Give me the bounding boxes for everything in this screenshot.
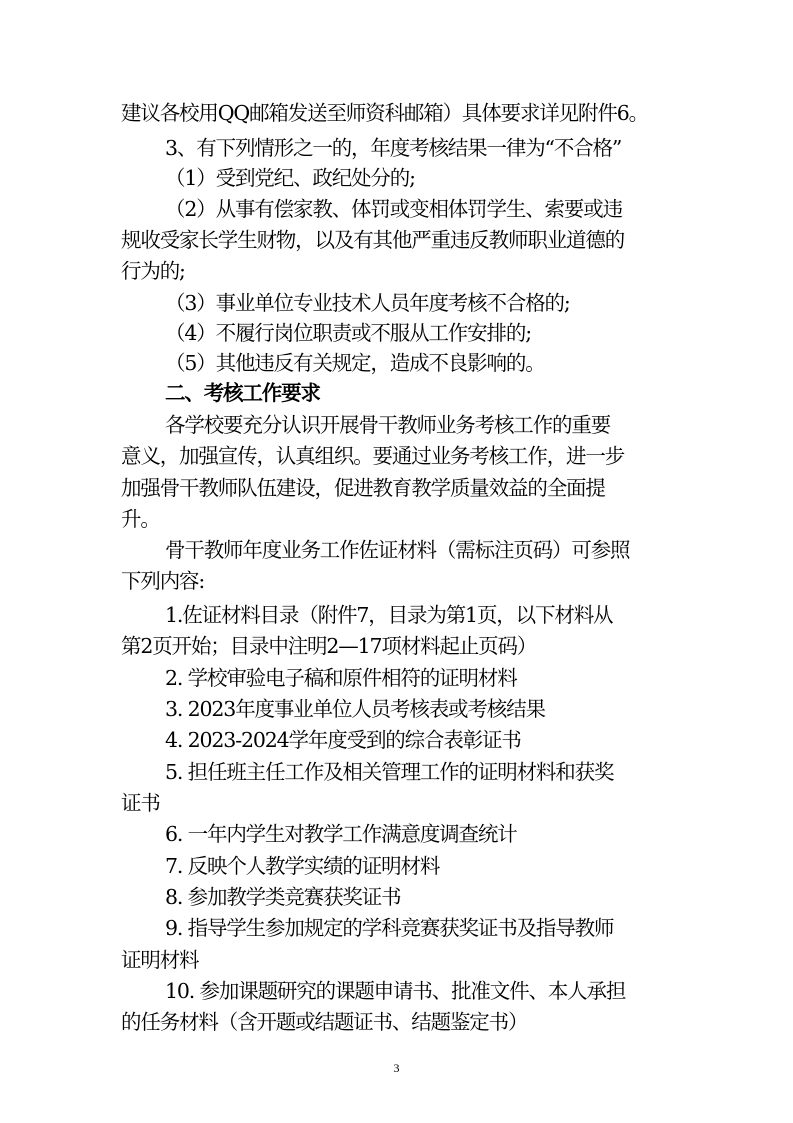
text-line: 行为的; — [121, 259, 185, 283]
text-line: 规收受家长学生财物，以及有其他严重违反教师职业道德的 — [121, 228, 625, 252]
text-line: 9. 指导学生参加规定的学科竞赛获奖证书及指导教师 — [165, 916, 614, 940]
text-line: 6. 一年内学生对教学工作满意度调查统计 — [165, 822, 517, 846]
text-line: （4）不履行岗位职责或不服从工作安排的; — [165, 321, 531, 345]
text-line: 证书 — [121, 791, 160, 815]
text-line: 3. 2023年度事业单位人员考核表或考核结果 — [165, 697, 545, 721]
text-line: 升。 — [121, 507, 160, 531]
text-line: 意义，加强宣传，认真组织。要通过业务考核工作，进一步 — [121, 444, 625, 468]
text-line: 的任务材料（含开题或结题证书、结题鉴定书） — [121, 1010, 528, 1034]
text-line: （2）从事有偿家教、体罚或变相体罚学生、索要或违 — [165, 197, 622, 221]
text-line: 10. 参加课题研究的课题申请书、批准文件、本人承担 — [165, 979, 626, 1003]
text-line: 骨干教师年度业务工作佐证材料（需标注页码）可参照 — [165, 538, 630, 562]
page-number: 3 — [393, 1061, 400, 1075]
text-line: （1）受到党纪、政纪处分的; — [165, 166, 415, 190]
section-heading: 二、考核工作要求 — [165, 381, 320, 405]
text-line: 下列内容: — [121, 569, 205, 593]
text-line: （5）其他违反有关规定，造成不良影响的。 — [165, 351, 545, 375]
text-line: 5. 担任班主任工作及相关管理工作的证明材料和获奖 — [165, 760, 614, 784]
text-line: 4. 2023-2024学年度受到的综合表彰证书 — [165, 728, 521, 752]
text-line: 证明材料 — [121, 948, 199, 972]
text-line: 7. 反映个人教学实绩的证明材料 — [165, 854, 440, 878]
text-line: 8. 参加教学类竞赛获奖证书 — [165, 885, 401, 909]
text-line: 加强骨干教师队伍建设，促进教育教学质量效益的全面提 — [121, 476, 605, 500]
text-line: 建议各校用QQ邮箱发送至师资科邮箱）具体要求详见附件6。 — [121, 101, 648, 125]
text-line: 2. 学校审验电子稿和原件相符的证明材料 — [165, 666, 517, 690]
text-line: 第2页开始；目录中注明2—17项材料起止页码） — [121, 634, 537, 658]
text-line: 各学校要充分认识开展骨干教师业务考核工作的重要 — [165, 413, 611, 437]
text-line: （3）事业单位专业技术人员年度考核不合格的; — [165, 291, 570, 315]
text-line: 1.佐证材料目录（附件7，目录为第1页，以下材料从 — [165, 603, 613, 627]
text-line: 3、有下列情形之一的，年度考核结果一律为“不合格” — [165, 136, 622, 160]
